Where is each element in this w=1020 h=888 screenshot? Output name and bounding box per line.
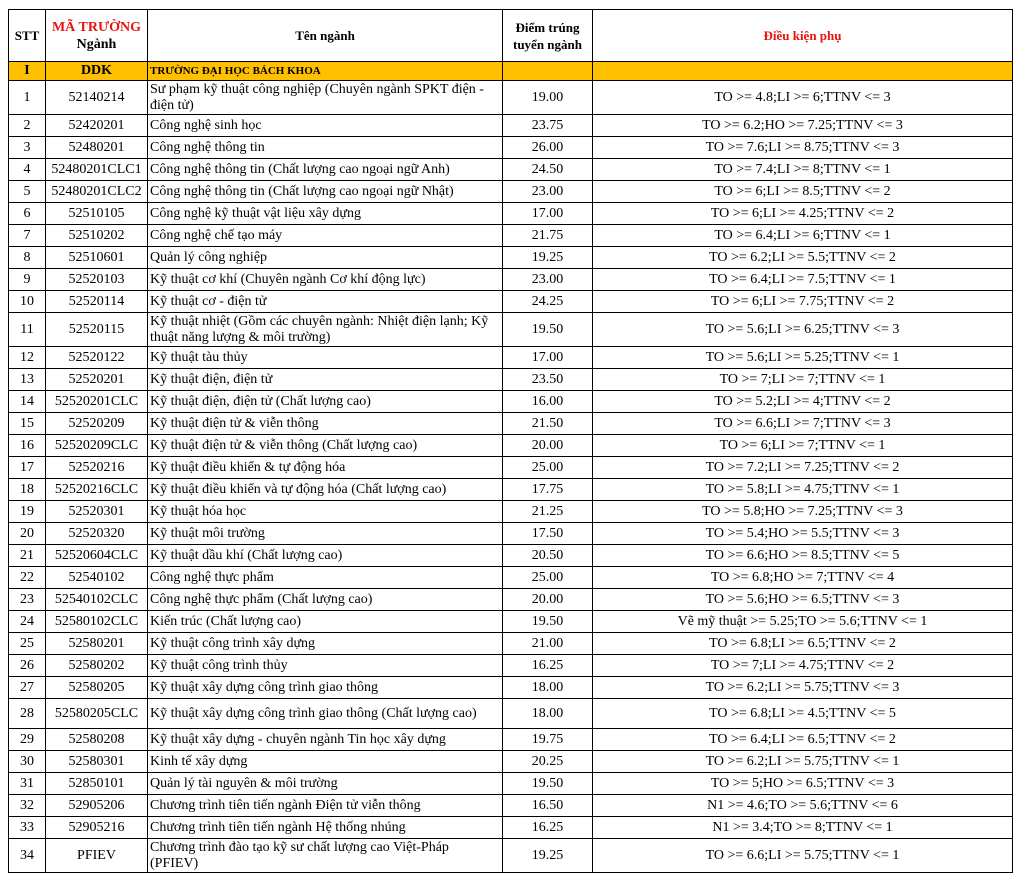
row-code: 52510105 — [46, 203, 148, 225]
row-code: 52850101 — [46, 773, 148, 795]
row-score: 20.00 — [503, 589, 593, 611]
table-row — [9, 633, 1013, 655]
row-code: 52480201CLC2 — [46, 181, 148, 203]
row-name: Quản lý tài nguyên & môi trường — [148, 773, 503, 795]
row-name: Chương trình tiên tiến ngành Điện tử viễn thông — [148, 795, 503, 817]
row-stt: 15 — [9, 413, 46, 435]
table-row — [9, 347, 1013, 369]
row-conditions: TO >= 6.8;LI >= 4.5;TTNV <= 5 — [593, 699, 1013, 729]
row-stt: 11 — [9, 313, 46, 347]
row-code: 52905216 — [46, 817, 148, 839]
table-row — [9, 413, 1013, 435]
row-score: 23.75 — [503, 115, 593, 137]
row-score: 23.00 — [503, 181, 593, 203]
row-name: Kỹ thuật xây dựng - chuyên ngành Tin học xây dựng — [148, 729, 503, 751]
row-conditions: TO >= 5;HO >= 6.5;TTNV <= 3 — [593, 773, 1013, 795]
row-stt: 22 — [9, 567, 46, 589]
row-name: Kỹ thuật xây dựng công trình giao thông — [148, 677, 503, 699]
row-name: Kỹ thuật cơ khí (Chuyên ngành Cơ khí động lực) — [148, 269, 503, 291]
row-code: 52520320 — [46, 523, 148, 545]
table-row — [9, 839, 1013, 873]
row-code: 52580208 — [46, 729, 148, 751]
row-score: 17.00 — [503, 203, 593, 225]
row-score: 26.00 — [503, 137, 593, 159]
table-row — [9, 291, 1013, 313]
row-score: 19.25 — [503, 839, 593, 873]
header-score-line2: tuyển ngành — [513, 36, 582, 52]
row-conditions: TO >= 6.6;HO >= 8.5;TTNV <= 5 — [593, 545, 1013, 567]
row-stt: 5 — [9, 181, 46, 203]
row-stt: 16 — [9, 435, 46, 457]
row-score: 21.75 — [503, 225, 593, 247]
row-code: 52510202 — [46, 225, 148, 247]
row-score: 18.00 — [503, 677, 593, 699]
row-score: 25.00 — [503, 567, 593, 589]
row-stt: 28 — [9, 699, 46, 729]
section-stt: I — [9, 62, 46, 81]
row-code: 52480201 — [46, 137, 148, 159]
row-conditions: TO >= 6;LI >= 7;TTNV <= 1 — [593, 435, 1013, 457]
table-row — [9, 501, 1013, 523]
table-row — [9, 479, 1013, 501]
row-conditions: TO >= 5.6;LI >= 6.25;TTNV <= 3 — [593, 313, 1013, 347]
row-conditions: TO >= 7;LI >= 4.75;TTNV <= 2 — [593, 655, 1013, 677]
row-name: Công nghệ thực phẩm — [148, 567, 503, 589]
admission-table — [8, 9, 1013, 873]
row-name: Kỹ thuật môi trường — [148, 523, 503, 545]
row-name: Công nghệ kỹ thuật vật liệu xây dựng — [148, 203, 503, 225]
table-row — [9, 81, 1013, 115]
table-row — [9, 655, 1013, 677]
section-code: DDK — [46, 62, 148, 81]
row-name: Kinh tế xây dựng — [148, 751, 503, 773]
row-score: 16.50 — [503, 795, 593, 817]
table-row — [9, 391, 1013, 413]
row-stt: 10 — [9, 291, 46, 313]
header-score-line1: Điểm trúng — [515, 19, 580, 35]
row-score: 16.25 — [503, 655, 593, 677]
row-score: 19.25 — [503, 247, 593, 269]
row-name: Kỹ thuật điều khiển và tự động hóa (Chất lượng cao) — [148, 479, 503, 501]
row-stt: 25 — [9, 633, 46, 655]
row-stt: 26 — [9, 655, 46, 677]
row-score: 16.25 — [503, 817, 593, 839]
row-stt: 29 — [9, 729, 46, 751]
row-stt: 8 — [9, 247, 46, 269]
table-row — [9, 115, 1013, 137]
row-score: 23.50 — [503, 369, 593, 391]
row-name: Công nghệ thông tin (Chất lượng cao ngoại ngữ Nhật) — [148, 181, 503, 203]
row-stt: 13 — [9, 369, 46, 391]
row-stt: 34 — [9, 839, 46, 873]
header-conditions: Điều kiện phụ — [593, 10, 1013, 62]
row-code: 52480201CLC1 — [46, 159, 148, 181]
row-conditions: TO >= 6.4;LI >= 6;TTNV <= 1 — [593, 225, 1013, 247]
row-name: Kỹ thuật điện, điện tử — [148, 369, 503, 391]
row-code: 52510601 — [46, 247, 148, 269]
table-row — [9, 545, 1013, 567]
row-conditions: TO >= 6;LI >= 4.25;TTNV <= 2 — [593, 203, 1013, 225]
header-row — [9, 10, 1013, 62]
row-name: Chương trình tiên tiến ngành Hệ thống nhúng — [148, 817, 503, 839]
row-score: 19.50 — [503, 313, 593, 347]
row-name: Kỹ thuật điện, điện tử (Chất lượng cao) — [148, 391, 503, 413]
row-code: 52540102 — [46, 567, 148, 589]
row-score: 17.50 — [503, 523, 593, 545]
row-score: 16.00 — [503, 391, 593, 413]
row-code: 52520103 — [46, 269, 148, 291]
row-code: 52520209CLC — [46, 435, 148, 457]
row-stt: 14 — [9, 391, 46, 413]
row-score: 21.00 — [503, 633, 593, 655]
row-code: 52580301 — [46, 751, 148, 773]
table-row — [9, 247, 1013, 269]
row-score: 24.25 — [503, 291, 593, 313]
row-name: Kỹ thuật tàu thủy — [148, 347, 503, 369]
row-name: Kỹ thuật điện tử & viễn thông (Chất lượng cao) — [148, 435, 503, 457]
table-row — [9, 313, 1013, 347]
row-stt: 1 — [9, 81, 46, 115]
row-stt: 27 — [9, 677, 46, 699]
row-code: 52520216CLC — [46, 479, 148, 501]
row-conditions: Vẽ mỹ thuật >= 5.25;TO >= 5.6;TTNV <= 1 — [593, 611, 1013, 633]
admission-score-sheet — [8, 9, 1013, 873]
row-stt: 19 — [9, 501, 46, 523]
row-name: Công nghệ thực phẩm (Chất lượng cao) — [148, 589, 503, 611]
header-ten-nganh: Tên ngành — [148, 10, 503, 62]
row-conditions: TO >= 5.4;HO >= 5.5;TTNV <= 3 — [593, 523, 1013, 545]
row-code: 52540102CLC — [46, 589, 148, 611]
row-code: 52520216 — [46, 457, 148, 479]
row-name: Kỹ thuật công trình xây dựng — [148, 633, 503, 655]
row-name: Công nghệ thông tin — [148, 137, 503, 159]
section-row — [9, 62, 1013, 81]
row-code: 52520201 — [46, 369, 148, 391]
table-row — [9, 817, 1013, 839]
row-name: Kỹ thuật cơ - điện tử — [148, 291, 503, 313]
row-stt: 2 — [9, 115, 46, 137]
row-stt: 30 — [9, 751, 46, 773]
row-name: Sư phạm kỹ thuật công nghiệp (Chuyên ngành SPKT điện - điện tử) — [148, 81, 503, 115]
row-conditions: TO >= 6.2;HO >= 7.25;TTNV <= 3 — [593, 115, 1013, 137]
row-stt: 4 — [9, 159, 46, 181]
table-row — [9, 589, 1013, 611]
row-score: 19.00 — [503, 81, 593, 115]
row-name: Kỹ thuật xây dựng công trình giao thông (Chất lượng cao) — [148, 699, 503, 729]
table-row — [9, 203, 1013, 225]
row-code: 52520201CLC — [46, 391, 148, 413]
row-name: Kỹ thuật điều khiển & tự động hóa — [148, 457, 503, 479]
row-code: 52580202 — [46, 655, 148, 677]
row-conditions: N1 >= 4.6;TO >= 5.6;TTNV <= 6 — [593, 795, 1013, 817]
row-stt: 7 — [9, 225, 46, 247]
row-conditions: TO >= 7;LI >= 7;TTNV <= 1 — [593, 369, 1013, 391]
table-row — [9, 435, 1013, 457]
row-conditions: TO >= 6.8;LI >= 6.5;TTNV <= 2 — [593, 633, 1013, 655]
header-code — [46, 10, 148, 62]
row-stt: 20 — [9, 523, 46, 545]
table-row — [9, 225, 1013, 247]
row-conditions: TO >= 7.6;LI >= 8.75;TTNV <= 3 — [593, 137, 1013, 159]
row-score: 24.50 — [503, 159, 593, 181]
section-cond-empty — [593, 62, 1013, 81]
row-name: Công nghệ sinh học — [148, 115, 503, 137]
row-code: 52520122 — [46, 347, 148, 369]
row-code: 52520115 — [46, 313, 148, 347]
row-score: 17.75 — [503, 479, 593, 501]
row-conditions: TO >= 5.6;HO >= 6.5;TTNV <= 3 — [593, 589, 1013, 611]
row-conditions: TO >= 5.8;HO >= 7.25;TTNV <= 3 — [593, 501, 1013, 523]
row-conditions: TO >= 6.2;LI >= 5.5;TTNV <= 2 — [593, 247, 1013, 269]
table-row — [9, 567, 1013, 589]
row-name: Kỹ thuật dầu khí (Chất lượng cao) — [148, 545, 503, 567]
header-score — [503, 10, 593, 62]
row-stt: 31 — [9, 773, 46, 795]
row-score: 20.00 — [503, 435, 593, 457]
row-code: 52140214 — [46, 81, 148, 115]
row-stt: 9 — [9, 269, 46, 291]
table-row — [9, 751, 1013, 773]
row-score: 20.50 — [503, 545, 593, 567]
row-code: 52520209 — [46, 413, 148, 435]
row-name: Kỹ thuật hóa học — [148, 501, 503, 523]
row-name: Chương trình đào tạo kỹ sư chất lượng cao Việt-Pháp (PFIEV) — [148, 839, 503, 873]
header-stt: STT — [9, 10, 46, 62]
table-row — [9, 523, 1013, 545]
row-stt: 18 — [9, 479, 46, 501]
row-conditions: TO >= 6.4;LI >= 7.5;TTNV <= 1 — [593, 269, 1013, 291]
row-score: 23.00 — [503, 269, 593, 291]
row-conditions: N1 >= 3.4;TO >= 8;TTNV <= 1 — [593, 817, 1013, 839]
row-stt: 3 — [9, 137, 46, 159]
header-ma-truong: MÃ TRƯỜNG — [51, 19, 142, 35]
row-conditions: TO >= 5.2;LI >= 4;TTNV <= 2 — [593, 391, 1013, 413]
row-stt: 17 — [9, 457, 46, 479]
table-row — [9, 457, 1013, 479]
table-row — [9, 699, 1013, 729]
row-name: Quản lý công nghiệp — [148, 247, 503, 269]
row-stt: 6 — [9, 203, 46, 225]
row-conditions: TO >= 6.2;LI >= 5.75;TTNV <= 1 — [593, 751, 1013, 773]
row-score: 21.25 — [503, 501, 593, 523]
row-conditions: TO >= 6.8;HO >= 7;TTNV <= 4 — [593, 567, 1013, 589]
row-conditions: TO >= 6;LI >= 8.5;TTNV <= 2 — [593, 181, 1013, 203]
row-score: 19.75 — [503, 729, 593, 751]
row-stt: 12 — [9, 347, 46, 369]
row-code: 52420201 — [46, 115, 148, 137]
row-score: 20.25 — [503, 751, 593, 773]
table-row — [9, 677, 1013, 699]
table-row — [9, 773, 1013, 795]
table-row — [9, 795, 1013, 817]
row-name: Kỹ thuật công trình thủy — [148, 655, 503, 677]
table-row — [9, 181, 1013, 203]
row-code: 52905206 — [46, 795, 148, 817]
row-score: 17.00 — [503, 347, 593, 369]
row-conditions: TO >= 7.2;LI >= 7.25;TTNV <= 2 — [593, 457, 1013, 479]
row-name: Công nghệ chế tạo máy — [148, 225, 503, 247]
row-name: Kỹ thuật điện tử & viễn thông — [148, 413, 503, 435]
row-code: PFIEV — [46, 839, 148, 873]
row-conditions: TO >= 4.8;LI >= 6;TTNV <= 3 — [593, 81, 1013, 115]
table-row — [9, 269, 1013, 291]
row-conditions: TO >= 6.6;LI >= 5.75;TTNV <= 1 — [593, 839, 1013, 873]
row-code: 52580205CLC — [46, 699, 148, 729]
row-stt: 33 — [9, 817, 46, 839]
row-conditions: TO >= 6.4;LI >= 6.5;TTNV <= 2 — [593, 729, 1013, 751]
row-code: 52520114 — [46, 291, 148, 313]
row-stt: 24 — [9, 611, 46, 633]
row-score: 19.50 — [503, 611, 593, 633]
row-stt: 23 — [9, 589, 46, 611]
row-name: Công nghệ thông tin (Chất lượng cao ngoại ngữ Anh) — [148, 159, 503, 181]
row-stt: 21 — [9, 545, 46, 567]
row-conditions: TO >= 6;LI >= 7.75;TTNV <= 2 — [593, 291, 1013, 313]
table-row — [9, 369, 1013, 391]
table-row — [9, 729, 1013, 751]
row-score: 18.00 — [503, 699, 593, 729]
section-score-empty — [503, 62, 593, 81]
header-nganh: Ngành — [76, 36, 117, 52]
row-conditions: TO >= 5.8;LI >= 4.75;TTNV <= 1 — [593, 479, 1013, 501]
row-score: 19.50 — [503, 773, 593, 795]
row-code: 52580201 — [46, 633, 148, 655]
row-conditions: TO >= 6.2;LI >= 5.75;TTNV <= 3 — [593, 677, 1013, 699]
table-row — [9, 611, 1013, 633]
row-score: 21.50 — [503, 413, 593, 435]
section-name: TRƯỜNG ĐẠI HỌC BÁCH KHOA — [148, 62, 503, 81]
row-conditions: TO >= 7.4;LI >= 8;TTNV <= 1 — [593, 159, 1013, 181]
row-code: 52580102CLC — [46, 611, 148, 633]
row-code: 52520604CLC — [46, 545, 148, 567]
row-name: Kỹ thuật nhiệt (Gồm các chuyên ngành: Nhiệt điện lạnh; Kỹ thuật năng lượng & môi trường) — [148, 313, 503, 347]
row-code: 52580205 — [46, 677, 148, 699]
row-stt: 32 — [9, 795, 46, 817]
table-row — [9, 159, 1013, 181]
row-name: Kiến trúc (Chất lượng cao) — [148, 611, 503, 633]
row-conditions: TO >= 6.6;LI >= 7;TTNV <= 3 — [593, 413, 1013, 435]
row-score: 25.00 — [503, 457, 593, 479]
row-code: 52520301 — [46, 501, 148, 523]
table-row — [9, 137, 1013, 159]
row-conditions: TO >= 5.6;LI >= 5.25;TTNV <= 1 — [593, 347, 1013, 369]
